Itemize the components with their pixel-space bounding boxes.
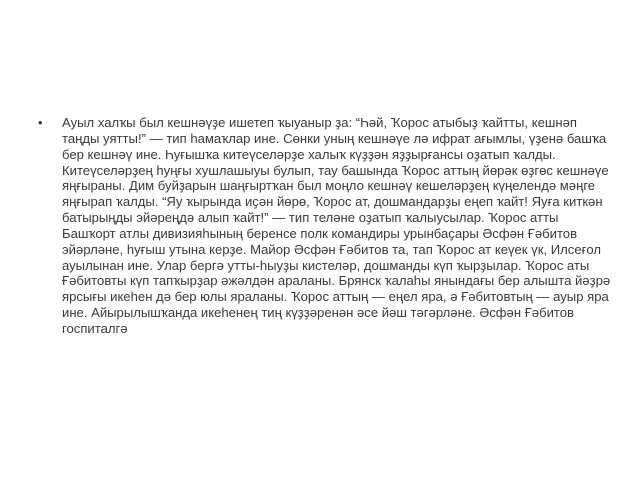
bullet-list (38, 115, 613, 337)
paragraph-text: Ауыл халҡы был кешнәүҙе ишетеп ҡыуаныр ҙа: “Һәй, Ҡорос атыбыҙ ҡайтты, кешнәп таңды уятты!” — тип һамаҡлар ине. Сөнки уның кешнәүе лә ифрат ағымлы, үҙенә башҡа бер кешнәү ине. Һуғышҡа китеүселәрҙе халыҡ күҙҙән яҙҙырғансы оҙатып ҡалды. Китеүселәрҙең һуңғы хушлашыуы булып, тау башында Ҡорос аттың йөрәк өҙгөс кешнәүе яңғыраны. Дим буйҙарын шаңғыртҡан был моңло кешнәү кешеләрҙең күңелендә мәңге яңғырап ҡалды. “Яу ҡырында иҫән йөрө, Ҡорос ат, дошмандарҙы еңеп ҡайт! Яуға киткән батырыңды эйәреңдә алып ҡайт!” — тип теләне оҙатып ҡалыусылар. Ҡорос атты Башҡорт атлы дивизияһының беренсе полк командиры урынбаҫары Әсфән Ғәбитов эйәрләне, һуғыш утына керҙе. Майор Әсфән Ғәбитов та, тап Ҡорос ат кеүек үк, Илсеғол ауылынан ине. Улар бергә утты-һыуҙы кистеләр, дошманды күп ҡырҙылар. Ҡорос аты Ғәбитовты күп тапҡырҙар әжәлдән араланы. Брянск ҡалаһы янындағы бер алышта йәҙрә ярсығы икеһен дә бер юлы яраланы. Ҡорос аттың — еңел яра, ә Ғәбитовтың — ауыр яра ине. Айырылышҡанда икеһенең тиң күҙҙәренән әсе йәш тәгәрләне. Әсфән Ғәбитов госпиталгә (62, 115, 611, 336)
bullet-marker: • (38, 115, 43, 130)
bullet-item (38, 115, 613, 337)
